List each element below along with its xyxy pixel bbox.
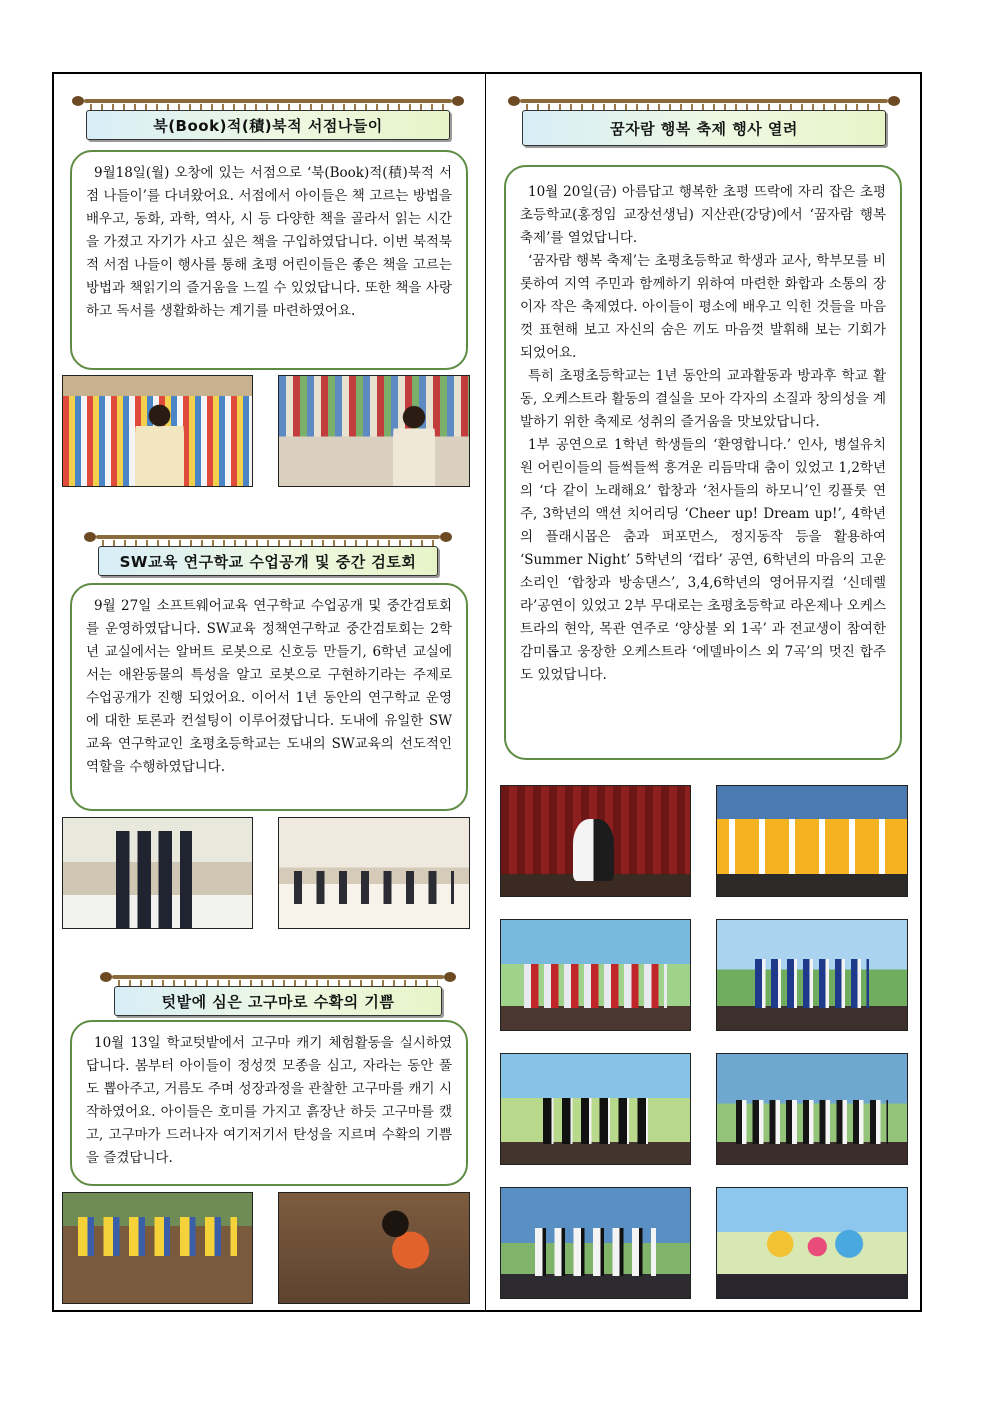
festival-photo-4 <box>716 919 908 1031</box>
sw-title: SW교육 연구학교 수업공개 및 중간 검토회 <box>98 546 438 576</box>
festival-paragraph-1: 10월 20일(금) 아름답고 행복한 초평 뜨락에 자리 잡은 초평초등학교(홍정임 교장선생님) 지산관(강당)에서 ‘꿈자람 행복 축제’를 열었답니다. <box>520 184 886 246</box>
festival-photo-8 <box>716 1187 908 1299</box>
garden-text-box <box>70 1020 468 1186</box>
bookstore-paragraph: 9월18일(월) 오창에 있는 서점으로 ‘북(Book)적(積)북적 서점 나들이’를 다녀왔어요. 서점에서 아이들은 책 고르는 방법을 배우고, 동화, 과학, 역사, 시 등 다양한 책을 골라서 읽는 시간을 가졌고 자기가 사고 싶은 책을 구입하였답니다. 이번 북적북적 서점 나들이 행사를 통해 초평 어린이들은 좋은 책을 고르는 방법과 책읽기의 즐거움을 느낄 수 있었답니다. 또한 책을 사랑하고 독서를 생활화하는 계기를 마련하였어요. <box>86 165 452 319</box>
sw-photo-2 <box>278 817 470 929</box>
sw-photo-1 <box>62 817 253 929</box>
festival-photo-3 <box>500 919 691 1031</box>
sw-paragraph: 9월 27일 소프트웨어교육 연구학교 수업공개 및 중간검토회를 운영하였답니다. SW교육 정책연구학교 중간검토회는 2학년 교실에서는 알버트 로봇으로 신호등 만들기, 6학년 교실에서는 애완동물의 특성을 알고 로봇으로 구현하기라는 주제로 수업공개가 진행 되었어요. 이어서 1년 동안의 연구학교 운영에 대한 토론과 컨설팅이 이루어졌답니다. 도내에 유일한 SW교육 연구학교인 초평초등학교는 도내의 SW교육의 선도적인 역할을 수행하였답니다. <box>86 598 452 775</box>
garden-paragraph: 10월 13일 학교텃밭에서 고구마 캐기 체험활동을 실시하였답니다. 봄부터 아이들이 정성껏 모종을 심고, 자라는 동안 풀도 뽑아주고, 거름도 주며 성장과정을 관찰한 고구마를 캐기 시작하였어요. 아이들은 호미를 가지고 흙장난 하듯 고구마를 캤고, 고구마가 드러나자 여기저기서 탄성을 지르며 수확의 기쁨을 즐겼답니다. <box>86 1035 452 1166</box>
bookstore-text-box <box>70 150 468 370</box>
sw-text-box <box>70 583 468 811</box>
column-divider <box>485 72 486 1312</box>
festival-photo-7 <box>500 1187 691 1299</box>
festival-banner <box>508 96 900 150</box>
festival-title: 꿈자람 행복 축제 행사 열려 <box>522 110 886 146</box>
garden-title: 텃밭에 심은 고구마로 수확의 기쁨 <box>114 986 442 1016</box>
festival-paragraph-4: 1부 공연으로 1학년 학생들의 ‘환영합니다.’ 인사, 병설유치원 어린이들의 들썩들썩 흥겨운 리듬막대 춤이 있었고 1,2학년의 ‘다 같이 노래해요’ 합창과 ‘천사들의 하모니’인 킹플룻 연주, 3학년의 액션 치어리딩 ‘Cheer up! Dream up!’, 4학년의 플래시몹은 춤과 퍼포먼스, 정지동작 등을 활용하여 ‘Summer Night’ 5학년의 ‘컵타’ 공연, 6학년의 마음의 고운 소리인 ‘합창과 방송댄스’, 3,4,6학년의 영어뮤지컬 ‘신데렐라’공연이 있었고 2부 무대로는 초평초등학교 라온제나 오케스트라의 현악, 목관 연주로 ‘양상불 외 1곡’ 과 전교생이 참여한 감미롭고 웅장한 오케스트라 ‘에델바이스 외 7곡’의 멋진 합주도 있었답니다. <box>520 437 886 683</box>
festival-paragraph-3: 특히 초평초등학교는 1년 동안의 교과활동과 방과후 학교 활동, 오케스트라 활동의 결실을 모아 각자의 소질과 창의성을 계발하기 위한 축제로 성취의 즐거움을 맛보았답니다. <box>520 368 886 430</box>
garden-banner <box>100 972 456 1018</box>
bookstore-banner <box>72 96 464 142</box>
bookstore-photo-1 <box>62 375 253 487</box>
festival-photo-5 <box>500 1053 691 1165</box>
sw-banner <box>84 532 452 578</box>
festival-photo-1 <box>500 785 691 897</box>
festival-photo-2 <box>716 785 908 897</box>
garden-photo-2 <box>278 1192 470 1304</box>
bookstore-title: 북(Book)적(積)북적 서점나들이 <box>86 110 450 140</box>
festival-text-box <box>504 165 902 760</box>
festival-paragraph-2: ‘꿈자람 행복 축제’는 초평초등학교 학생과 교사, 학부모를 비롯하여 지역 주민과 함께하기 위하여 마련한 화합과 소통의 장이자 작은 축제였다. 아이들이 평소에 배우고 익힌 것들을 마음껏 표현해 보고 자신의 숨은 끼도 마음껏 발휘해 보는 기회가 되었어요. <box>520 253 886 361</box>
bookstore-photo-2 <box>278 375 470 487</box>
garden-photo-1 <box>62 1192 253 1304</box>
festival-photo-6 <box>716 1053 908 1165</box>
